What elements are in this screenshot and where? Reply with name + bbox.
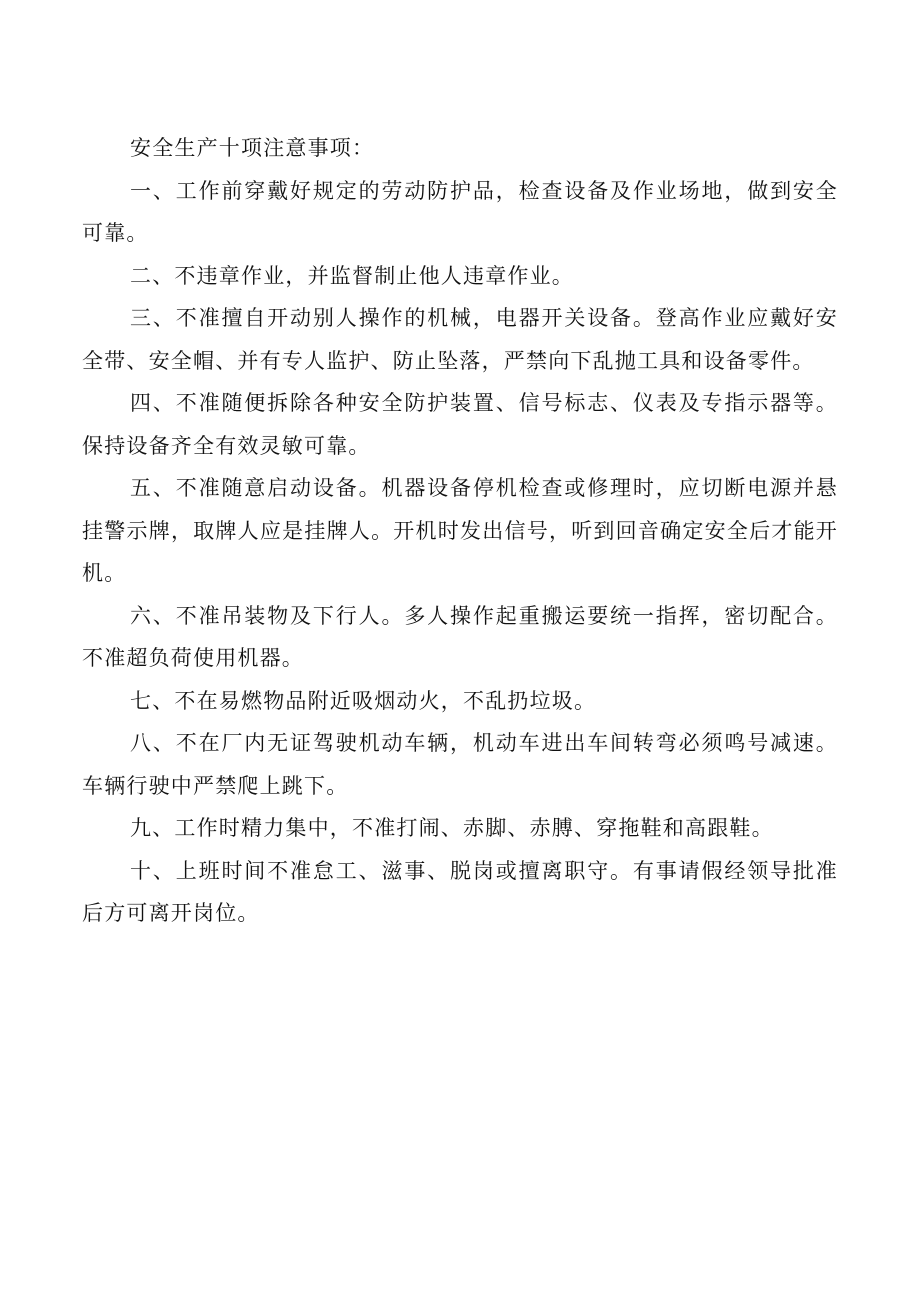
document-heading: 安全生产十项注意事项：: [130, 136, 375, 160]
document-body: [82, 127, 838, 935]
rule-item-6: 六、不准吊装物及下行人。多人操作起重搬运要统一指挥，密切配合。不准超负荷使用机器。: [82, 603, 838, 670]
rule-item-3: 三、不准擅自开动别人操作的机械，电器开关设备。登高作业应戴好安全带、安全帽、并有专人监护、防止坠落，严禁向下乱抛工具和设备零件。: [82, 306, 838, 373]
rule-item-7: 七、不在易燃物品附近吸烟动火，不乱扔垃圾。: [130, 688, 597, 713]
rule-item-2: 二、不违章作业，并监督制止他人违章作业。: [130, 263, 574, 288]
rule-item-1: 一、工作前穿戴好规定的劳动防护品，检查设备及作业场地，做到安全可靠。: [82, 178, 838, 245]
rule-item-10: 十、上班时间不准怠工、滋事、脱岗或擅离职守。有事请假经领导批准后方可离开岗位。: [82, 858, 838, 925]
rule-item-4: 四、不准随便拆除各种安全防护装置、信号标志、仪表及专指示器等。保持设备齐全有效灵敏可靠。: [82, 391, 838, 458]
rule-item-5: 五、不准随意启动设备。机器设备停机检查或修理时，应切断电源并悬挂警示牌，取牌人应是挂牌人。开机时发出信号，听到回音确定安全后才能开机。: [82, 476, 838, 585]
rule-item-8: 八、不在厂内无证驾驶机动车辆，机动车进出车间转弯必须鸣号减速。车辆行驶中严禁爬上跳下。: [82, 731, 838, 798]
rule-item-9: 九、工作时精力集中，不准打闹、赤脚、赤膊、穿拖鞋和高跟鞋。: [130, 816, 774, 840]
